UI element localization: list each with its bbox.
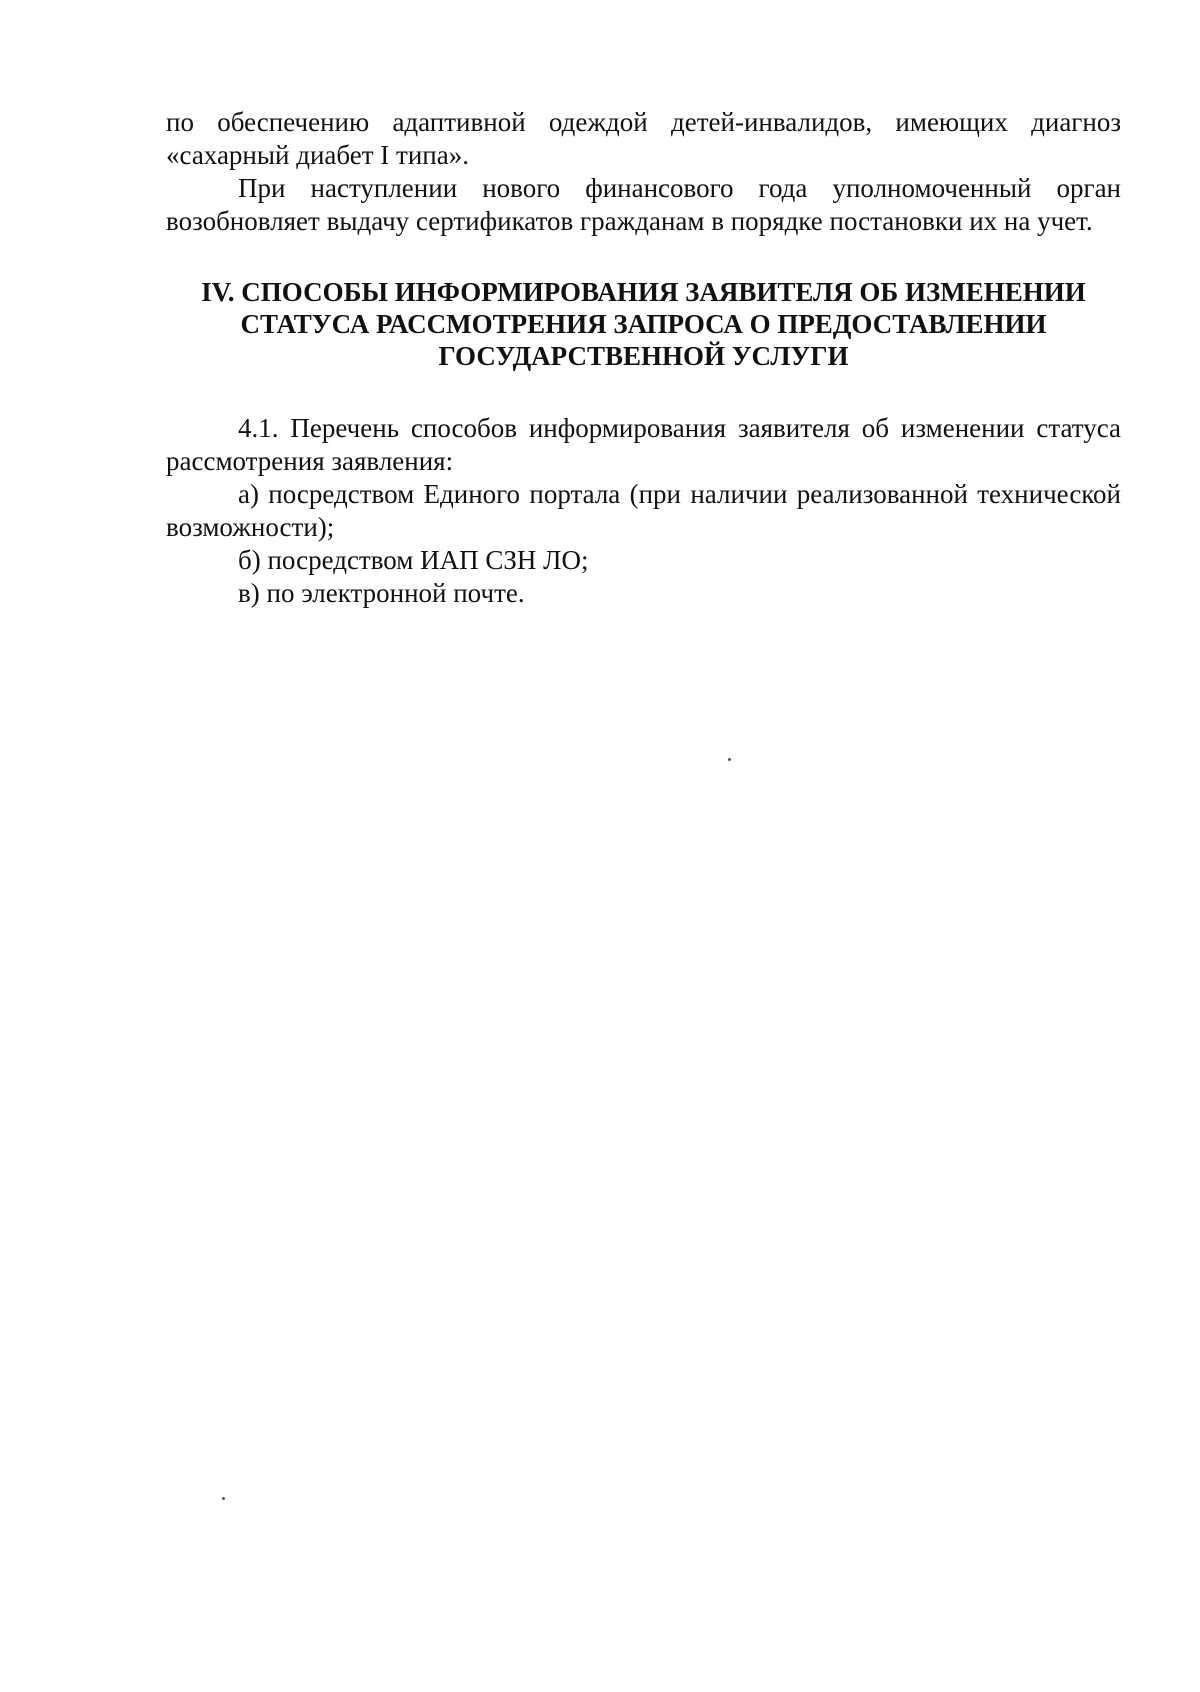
document-body: [166, 106, 1121, 610]
intro-paragraph-new-year: При наступлении нового финансового года уполномоченный орган возобновляет выдачу сертификатов гражданам в порядке постановки их на учет.: [166, 173, 1121, 236]
list-item-b: б) посредством ИАП СЗН ЛО;: [238, 545, 589, 575]
section-heading-line-2: СТАТУСА РАССМОТРЕНИЯ ЗАПРОСА О ПРЕДОСТАВЛЕНИИ: [240, 309, 1047, 339]
scan-speck: [222, 1497, 225, 1500]
section-heading-line-3: ГОСУДАРСТВЕННОЙ УСЛУГИ: [438, 341, 849, 371]
list-item-a: а) посредством Единого портала (при наличии реализованной технической возможности);: [166, 479, 1121, 542]
list-item-c: в) по электронной почте.: [238, 578, 525, 608]
scan-speck: [728, 758, 731, 761]
intro-paragraph-continuation: по обеспечению адаптивной одеждой детей-инвалидов, имеющих диагноз «сахарный диабет I типа».: [166, 107, 1121, 170]
section-paragraph-4-1: 4.1. Перечень способов информирования заявителя об изменении статуса рассмотрения заявления:: [166, 413, 1121, 476]
section-heading-line-1: IV. СПОСОБЫ ИНФОРМИРОВАНИЯ ЗАЯВИТЕЛЯ ОБ ИЗМЕНЕНИИ: [201, 277, 1086, 307]
section-heading: [166, 276, 1121, 372]
